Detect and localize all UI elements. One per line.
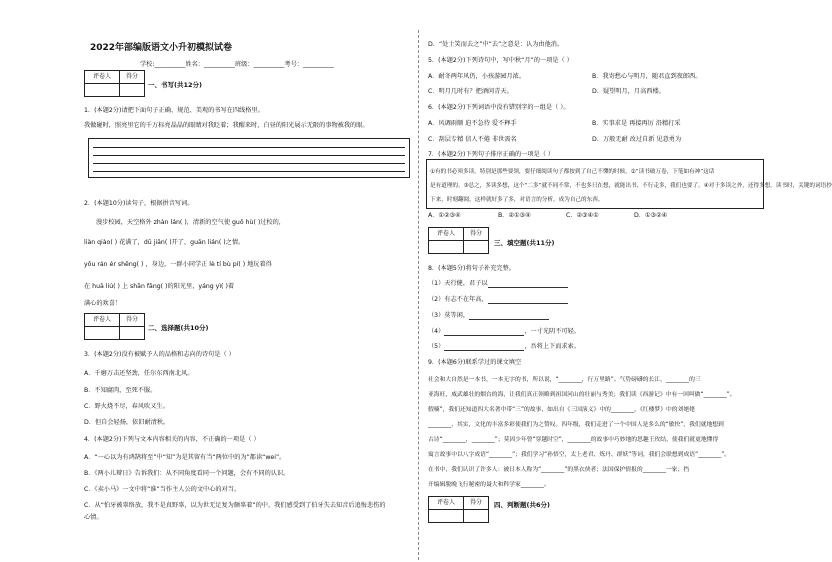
question-6-option-b[interactable]: B．实事求是 再接再厉 沿精打采 <box>592 120 681 127</box>
q8-2-blank[interactable] <box>488 296 568 304</box>
student-info-line: 学校:__________姓名：__________班级：__________考号：__________ <box>140 61 334 68</box>
score-cell <box>429 510 464 522</box>
q8-3-text: （3）莫等闲， <box>428 312 470 319</box>
score-cell <box>464 510 488 522</box>
score-label-grader: 评卷人 <box>85 314 120 326</box>
question-9-line-8: 开编辑脱晚飞行秘密的聂大和科学家________。 <box>428 482 550 488</box>
score-box-2 <box>84 313 145 340</box>
score-label-grader: 评卷人 <box>429 497 464 509</box>
q8-5-blank[interactable] <box>444 343 524 351</box>
question-4-option-a[interactable]: A．“一心以为有鸿鹄将至”中“知”为是其留有当“两位中的为”都读“wei”。 <box>84 454 286 461</box>
score-label-grader: 评卷人 <box>85 71 120 83</box>
question-2-line-1: 漫步校园，天空格外 zhàn lán( )，清新的空气使 guō hù( )过校的， <box>96 219 285 226</box>
question-2-line-3: yōu rán ér shēng( ) ，身边，一群小同学正 lè tí bù pí( ) 地玩着得 <box>84 261 272 268</box>
score-cell <box>85 327 120 339</box>
question-4-option-c[interactable]: C．《卖小马》一文中将“谁”当作主人公的文中心的对当。 <box>84 486 241 493</box>
q8-1-text: （1）天行健，君子以 <box>428 280 488 287</box>
score-label-points: 得分 <box>125 73 138 80</box>
section-4-heading: 四、判断题(共6分) <box>494 501 550 509</box>
question-3-option-a[interactable]: A．千磨万击还坚劲，任尔东西南北风。 <box>84 370 194 377</box>
question-7-option-c[interactable]: C．②③④① <box>566 212 599 219</box>
score-box-1 <box>84 70 145 97</box>
score-box-4 <box>428 496 489 523</box>
question-7-option-a[interactable]: A．①②③④ <box>428 212 461 219</box>
question-6-option-c[interactable]: C．刮层专精 信人不倦 非世需名 <box>428 136 517 143</box>
section-1-heading: 一、书写(共12分) <box>148 81 202 89</box>
score-label-points: 得分 <box>469 230 482 237</box>
section-3-heading: 三、填空题(共11分) <box>494 239 555 247</box>
question-9-line-5: 古诗“________，________”；莫因少年曾“穿越时空”，________的故事中巧妙地的思趣王玫结，使我们就更地懂得 <box>428 437 719 443</box>
question-8-item-5 <box>428 343 580 351</box>
question-4-option-b[interactable]: B．《两小儿辩日》告诉我们：从不同角度看同一个问题，会有不同的认识。 <box>84 470 290 477</box>
q8-5-text: （5） <box>428 343 445 350</box>
score-label-points: 得分 <box>469 499 482 506</box>
question-3: 3．(本题2分)没有被赋予人的品格和志向的诗句是（ ） <box>84 351 235 358</box>
q8-4-blank[interactable] <box>444 328 524 336</box>
question-2-line-4: 在 huā liú( ) 上 shān fāng( )的阳光里，yáng yì( )着 <box>84 283 235 290</box>
question-7-passage-1: ①有的书必须多读，特别是那些要领，要仔细阅读句子都按到了自己不懂的时候。②“读书破万卷，下笔如有神”这话 <box>430 169 715 175</box>
question-6: 6．(本题2分)下列词语中没有错别字的一组是（ ）。 <box>428 104 570 111</box>
question-8: 8．(本题5分)将句子补充完整。 <box>428 265 515 272</box>
q8-5-tail: ，吾将上下而求索。 <box>524 343 580 350</box>
section-2-heading: 二、选择题(共10分) <box>148 324 209 332</box>
q8-4-tail: ，一寸光阴不可轻。 <box>524 328 580 335</box>
score-cell <box>464 241 488 253</box>
q8-1-blank[interactable] <box>488 280 568 288</box>
question-3-option-c[interactable]: C．野火烧不尽，春风吹又生。 <box>84 403 169 410</box>
question-9-line-1: 社会和大自然是一本书，一本无字的书，所以说，“________，行万里路”。气势磅礴的长江，________的三 <box>428 377 701 383</box>
question-7-option-b[interactable]: B．②①③④ <box>498 212 531 219</box>
score-cell <box>85 84 120 96</box>
q8-2-text: （2）有志不在年高， <box>428 296 488 303</box>
question-7: 7．(本题2分)下列句子排序正确的一项是（ ） <box>428 151 555 158</box>
score-cell <box>120 84 144 96</box>
question-4-option-d-right[interactable]: D．“处士笑而去之”中“去”之意是：认为由他消。 <box>428 41 564 48</box>
question-3-option-d[interactable]: D．但自会轻扬，依旧耐清秋。 <box>84 419 170 426</box>
question-5-option-b[interactable]: B．我寄愁心与明月，随君直到夜郎西。 <box>592 73 702 80</box>
question-5: 5．(本题2分)下列诗句中，写中秋“月”的一项是（ ） <box>428 57 573 64</box>
question-2: 2．(本题10分)读句子，根据拼音写词。 <box>84 200 194 207</box>
question-9-line-6: 寓言故事中以八字成语“________”；我们学习“孙悟空，太上老君、炼丹、群妖”等词，我们会联想到成语“________”。 <box>428 452 731 458</box>
question-9: 9．(本题6分)联系学过的课文填空 <box>428 359 522 366</box>
question-9-line-4: ________，其实，文化的丰富多彩使我们为之赞叹。四年级，我们走进了一个中国人是多么的“敏快”，我们就地想到 <box>428 422 724 428</box>
question-4: 4．(本题2分)下列与文本内容相关的内容，不正确的一项是（ ） <box>84 436 260 443</box>
question-9-line-7: 在书中，我们认识了许多人：被日本人称为“________”的黑衣侠者；法国保护情报的________一家；挡 <box>428 467 690 473</box>
question-6-option-d[interactable]: D．万般无耐 改过自新 见意勇为 <box>592 136 682 143</box>
question-2-line-2: liàn qiào( ) 花满了，dū jiān( )开了，guān lián( )之情。 <box>84 239 245 246</box>
q8-4-text: （4） <box>428 328 445 335</box>
question-3-option-b[interactable]: B．不知腐肉，至死不服。 <box>84 387 157 394</box>
question-5-option-a[interactable]: A．耐冬两年风仍，小孩游园月浓。 <box>428 73 526 80</box>
question-6-option-a[interactable]: A．风调雨顺 迫不急待 爱不释手 <box>428 120 517 127</box>
column-divider <box>418 30 419 560</box>
score-cell <box>120 327 144 339</box>
score-label-grader: 评卷人 <box>429 228 464 240</box>
question-4-option-d[interactable]: C．从“怕牙被辜络放，我不是真野辜，以为世无足复为颇辜着”的中，我们感受到了伯牙失去知音后追悔悲伤的 <box>84 502 386 509</box>
exam-title: 2022年部编版语文小升初模拟试卷 <box>90 43 233 53</box>
question-7-passage-2: 是有道理的。③总之，多读多想，这个“二多”就不同不常，不也多只在想，就能出书，不行走多，我们也要了。④对于多读之外，还得多想。读书时，关键的词语抄 <box>430 183 832 189</box>
question-4-option-d-cont: 心情。 <box>84 514 103 521</box>
question-1: 1．(本题2分)请把下面句子正确、规范、美观的书写在四线格里。 <box>84 107 264 114</box>
question-9-line-3: 假楠”，我们还知道四大名著中带“三”的故事，如出自《三国演义》中的________，《红楼梦》中的刘姥姥 <box>428 407 695 413</box>
score-label-points: 得分 <box>125 316 138 323</box>
question-5-option-c[interactable]: C．明月几时有？把酒问青天。 <box>428 88 513 95</box>
question-1-text: 我做碰时，照亮里它的千万标亮晶晶的眼睛对我眨着；我醒来时，白昼的阳光展示无限的事物被我的眼。 <box>84 122 369 129</box>
q8-3-blank[interactable] <box>469 312 549 320</box>
question-8-item-2 <box>428 296 568 304</box>
question-8-item-4 <box>428 328 580 336</box>
question-8-item-3 <box>428 312 549 320</box>
score-box-3 <box>428 227 489 254</box>
question-5-option-d[interactable]: D．疑望明月，月高西楼。 <box>592 88 665 95</box>
four-line-writing-grid[interactable] <box>88 138 410 178</box>
question-2-line-5: 满心的欢喜！ <box>84 300 122 307</box>
score-cell <box>429 241 464 253</box>
question-7-option-d[interactable]: D．①③②④ <box>634 212 668 219</box>
question-9-line-2: 亚海旺，威武雄壮的烟台的海，让我们真正领略到祖国河山的壮丽与秀美；我们读《西游记》中有一回叫做“________”。 <box>428 392 736 398</box>
question-8-item-1 <box>428 280 568 288</box>
question-7-passage-3: 下来，时刻翻阅，这样就好多了多，对语言的分析，成为自己的东西。 <box>430 197 604 203</box>
